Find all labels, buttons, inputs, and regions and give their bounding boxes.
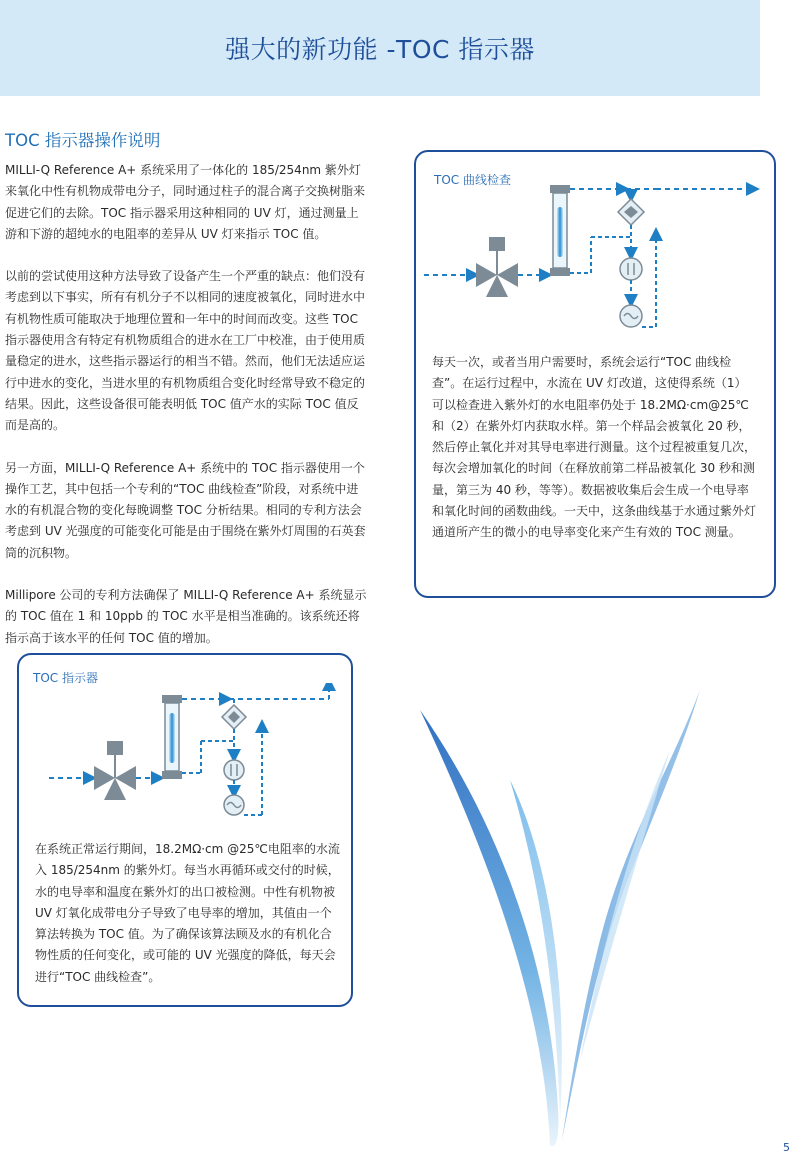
box-label: TOC 指示器 xyxy=(33,671,98,685)
body-text xyxy=(5,160,367,670)
section-title: TOC 指示器操作说明 xyxy=(5,131,161,150)
resistivity-sensor-icon xyxy=(620,258,642,280)
uv-lamp-icon xyxy=(550,185,570,276)
box-text: 每天一次，或者当用户需要时，系统会运行“TOC 曲线检查”。在运行过程中，水流在 UV 灯改道，这使得系统（1）可以检查进入紫外灯的水电阻率仍处于 18.2MΩ·cm@25℃和（2）在紫外灯内获取水样。第一个样品会被氧化 20 秒，然后停止氧化并对其导电率进行测量。这个过程被重复几次，每次会增加氧化的时间（在释放前第二样品被氧化 30 秒和测量，第三为 40 秒，等等）。数据被收集后会生成一个电导率和氧化时间的函数曲线。一天中，这条曲线基于水通过紫外灯通道所产生的微小的电导率变化来产生有效的 TOC 测量。 xyxy=(432,355,757,540)
leaf-decoration xyxy=(400,690,800,1160)
toc-curve-check-box xyxy=(414,150,776,598)
three-way-valve-icon xyxy=(94,741,136,800)
resistivity-sensor-icon xyxy=(224,760,244,780)
toc-curve-check-diagram xyxy=(416,177,774,347)
paragraph-2: 以前的尝试使用这种方法导致了设备产生一个严重的缺点：他们没有考虑到以下事实，所有有机分子不以相同的速度被氧化，同时进水中有机物性质可能取决于地理位置和一年中的时间而改变。这些 TOC 指示器使用含有特定有机物质组合的进水在工厂中校准，由于使用质量稳定的进水，这些指示器运行的相当不错。然而，他们无法适应运行中进水的变化，当进水里的有机物质组合变化时经常导致不稳定的结果。因此，这些设备很可能表明低 TOC 值产水的实际 TOC 值反而是高的。 xyxy=(5,269,366,433)
box-text: 在系统正常运行期间，18.2MΩ·cm @25℃电阻率的水流入 185/254nm 的紫外灯。每当水再循环或交付的时候，水的电导率和温度在紫外灯的出口被检测。中性有机物被 UV 灯氧化成带电分子导致了电导率的增加，其值由一个算法转换为 TOC 值。为了确保该算法顾及水的有机化合物性质的任何变化，或可能的 UV 光强度的降低，每天会进行“TOC 曲线检查”。 xyxy=(35,842,340,984)
paragraph-1: MILLI-Q Reference A+ 系统采用了一体化的 185/254nm 紫外灯来氧化中性有机物成带电分子，同时通过柱子的混合离子交换树脂来促进它们的去除。TOC 指示器采用这种相同的 UV 灯，通过测量上游和下游的超纯水的电阻率的差异从 UV 灯来指示 TOC 值。 xyxy=(5,163,366,241)
paragraph-3: 另一方面，MILLI-Q Reference A+ 系统中的 TOC 指示器使用一个操作工艺，其中包括一个专利的“TOC 曲线检查”阶段，对系统中进水的有机混合物的变化每晚调整 TOC 分析结果。相同的专利方法会考虑到 UV 光强度的可能变化可能是由于围绕在紫外灯周围的石英套筒的沉积物。 xyxy=(5,460,366,560)
box-label: TOC 曲线检查 xyxy=(434,173,511,187)
conductivity-sensor-icon xyxy=(620,305,642,327)
diamond-sensor-icon xyxy=(618,199,644,225)
paragraph-4: Millipore 公司的专利方法确保了 MILLI-Q Reference A+ 系统显示的 TOC 值在 1 和 10ppb 的 TOC 水平是相当准确的。该系统还将指示高于该水平的任何 TOC 值的增加。 xyxy=(5,588,367,645)
toc-indicator-box xyxy=(17,653,353,1007)
toc-indicator-diagram xyxy=(19,683,351,833)
page-number: 5 xyxy=(783,1141,790,1154)
diamond-sensor-icon xyxy=(222,705,246,729)
conductivity-sensor-icon xyxy=(224,795,244,815)
page-title: 强大的新功能 -TOC 指示器 xyxy=(225,35,535,64)
uv-lamp-icon xyxy=(162,695,182,779)
three-way-valve-icon xyxy=(476,237,518,297)
